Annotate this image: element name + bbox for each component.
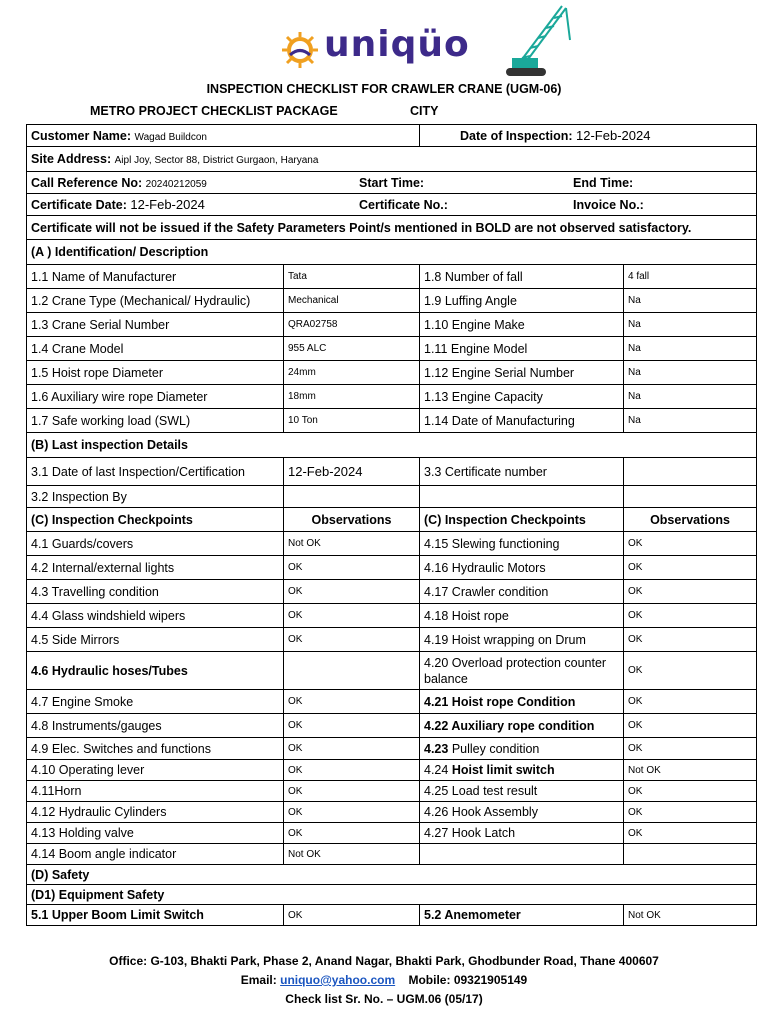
sun-logo-icon	[280, 28, 324, 72]
field-value: 12-Feb-2024	[284, 458, 420, 486]
checkpoint-label: 4.21 Hoist rope Condition	[420, 690, 624, 714]
checkpoint-label: 4.16 Hydraulic Motors	[420, 556, 624, 580]
observation-value: Not OK	[284, 844, 420, 865]
office-address: Office: G-103, Bhakti Park, Phase 2, Anand Nagar, Bhakti Park, Ghodbunder Road, Thane 400607	[109, 954, 659, 968]
site-row	[27, 147, 757, 172]
checkpoint-label: 4.14 Boom angle indicator	[27, 844, 284, 865]
city-label: CITY	[410, 104, 439, 118]
table-row	[27, 458, 757, 486]
field-label: 1.2 Crane Type (Mechanical/ Hydraulic)	[27, 289, 284, 313]
checkpoint-label: 4.6 Hydraulic hoses/Tubes	[27, 652, 284, 690]
table-row	[27, 690, 757, 714]
field-label: 1.6 Auxiliary wire rope Diameter	[27, 385, 284, 409]
field-value: Na	[624, 361, 757, 385]
call-row	[27, 172, 757, 194]
checkpoint-label: 5.1 Upper Boom Limit Switch	[27, 905, 284, 926]
checkpoint-label: 4.2 Internal/external lights	[27, 556, 284, 580]
email-label: Email:	[240, 973, 277, 987]
mobile-number: Mobile: 09321905149	[408, 973, 528, 987]
invoice-no-label: Invoice No.:	[573, 197, 644, 212]
field-value: Na	[624, 313, 757, 337]
table-row	[27, 714, 757, 738]
observation-value: OK	[624, 714, 757, 738]
package-subtitle: METRO PROJECT CHECKLIST PACKAGE	[90, 104, 338, 118]
observation-value: OK	[284, 802, 420, 823]
field-value: 4 fall	[624, 265, 757, 289]
field-label	[420, 486, 624, 508]
email-link[interactable]: uniquo@yahoo.com	[280, 973, 396, 987]
observation-value: OK	[624, 556, 757, 580]
checkpoint-label	[420, 738, 624, 760]
table-row	[27, 760, 757, 781]
cert-date-label: Certificate Date:	[31, 198, 127, 212]
field-label: 1.7 Safe working load (SWL)	[27, 409, 284, 433]
table-row	[27, 486, 757, 508]
checkpoint-label	[420, 844, 624, 865]
customer-label: Customer Name:	[31, 128, 132, 143]
field-value: Na	[624, 337, 757, 361]
inspection-table	[26, 124, 757, 926]
section-a-title: (A ) Identification/ Description	[27, 240, 757, 265]
checkpoint-label: 4.26 Hook Assembly	[420, 802, 624, 823]
table-row	[27, 580, 757, 604]
call-ref-value: 20240212059	[145, 178, 207, 190]
checkpoint-label: 4.5 Side Mirrors	[27, 628, 284, 652]
checkpoint-label: 4.20 Overload protection counter balance	[420, 652, 624, 690]
checkpoint-text: Hoist limit switch	[451, 763, 555, 777]
field-label: 3.2 Inspection By	[27, 486, 284, 508]
section-c-header	[27, 508, 757, 532]
table-row	[27, 289, 757, 313]
page-header	[0, 0, 768, 125]
table-row	[27, 409, 757, 433]
observation-value: OK	[284, 556, 420, 580]
checkpoint-label	[420, 760, 624, 781]
table-row	[27, 337, 757, 361]
observation-value: OK	[284, 905, 420, 926]
observation-value: Not OK	[284, 532, 420, 556]
brand-name: uniqüo	[324, 24, 470, 65]
checkpoint-label: 4.19 Hoist wrapping on Drum	[420, 628, 624, 652]
observation-value: OK	[624, 690, 757, 714]
table-row	[27, 385, 757, 409]
observations-header-right: Observations	[624, 508, 757, 532]
observation-value	[624, 844, 757, 865]
table-row	[27, 628, 757, 652]
section-b-header	[27, 433, 757, 458]
table-row	[27, 265, 757, 289]
checklist-serial: Check list Sr. No. – UGM.06 (05/17)	[285, 992, 483, 1006]
table-row	[27, 802, 757, 823]
observation-value: OK	[624, 802, 757, 823]
inspection-date-value: 12-Feb-2024	[576, 128, 651, 143]
customer-value: Wagad Buildcon	[134, 131, 207, 143]
observation-value: OK	[624, 580, 757, 604]
observation-value: OK	[284, 738, 420, 760]
table-row	[27, 905, 757, 926]
crawler-crane-icon	[500, 0, 580, 80]
checkpoint-label: 4.1 Guards/covers	[27, 532, 284, 556]
cert-date-value: 12-Feb-2024	[130, 197, 205, 212]
field-label: 3.3 Certificate number	[420, 458, 624, 486]
checkpoint-label: 4.17 Crawler condition	[420, 580, 624, 604]
field-value	[284, 486, 420, 508]
checkpoint-label: 4.13 Holding valve	[27, 823, 284, 844]
checkpoint-label: 4.15 Slewing functioning	[420, 532, 624, 556]
field-label: 1.14 Date of Manufacturing	[420, 409, 624, 433]
section-d-header	[27, 865, 757, 885]
field-value: 18mm	[284, 385, 420, 409]
table-row	[27, 652, 757, 690]
section-d1-header	[27, 885, 757, 905]
field-label: 1.13 Engine Capacity	[420, 385, 624, 409]
table-row	[27, 604, 757, 628]
checkpoint-text: Pulley condition	[448, 741, 540, 756]
observation-value: OK	[284, 781, 420, 802]
field-value: 10 Ton	[284, 409, 420, 433]
observation-value: OK	[624, 823, 757, 844]
page-title: INSPECTION CHECKLIST FOR CRAWLER CRANE (UGM-06)	[206, 82, 562, 96]
field-label: 1.1 Name of Manufacturer	[27, 265, 284, 289]
observation-value: OK	[284, 823, 420, 844]
field-value: Mechanical	[284, 289, 420, 313]
section-d1-title: (D1) Equipment Safety	[27, 885, 757, 905]
site-label: Site Address:	[31, 152, 112, 166]
checkpoint-label: 4.22 Auxiliary rope condition	[420, 714, 624, 738]
field-label: 1.10 Engine Make	[420, 313, 624, 337]
table-row	[27, 781, 757, 802]
observation-value: OK	[284, 580, 420, 604]
section-b-title: (B) Last inspection Details	[27, 433, 757, 458]
certificate-row	[27, 194, 757, 216]
observation-value: OK	[284, 628, 420, 652]
field-value: Na	[624, 289, 757, 313]
field-value	[624, 458, 757, 486]
observation-value: OK	[624, 781, 757, 802]
site-value: Aipl Joy, Sector 88, District Gurgaon, Haryana	[114, 155, 319, 166]
checkpoint-number: 4.23	[424, 741, 449, 756]
table-row	[27, 738, 757, 760]
field-label: 1.5 Hoist rope Diameter	[27, 361, 284, 385]
field-value: Na	[624, 385, 757, 409]
observation-value: Not OK	[624, 760, 757, 781]
observation-value: OK	[284, 690, 420, 714]
table-row	[27, 844, 757, 865]
section-c-title-left: (C) Inspection Checkpoints	[27, 508, 284, 532]
observation-value	[284, 652, 420, 690]
customer-row	[27, 125, 757, 147]
field-label: 1.9 Luffing Angle	[420, 289, 624, 313]
checkpoint-label: 4.9 Elec. Switches and functions	[27, 738, 284, 760]
checkpoint-number: 4.24	[424, 763, 452, 777]
section-d-title: (D) Safety	[27, 865, 757, 885]
field-value	[624, 486, 757, 508]
safety-notice: Certificate will not be issued if the Safety Parameters Point/s mentioned in BOLD are not observed satisfactory.	[27, 216, 757, 240]
observation-value: OK	[624, 628, 757, 652]
field-label: 1.11 Engine Model	[420, 337, 624, 361]
table-row	[27, 313, 757, 337]
section-c-title-right: (C) Inspection Checkpoints	[420, 508, 624, 532]
field-value: QRA02758	[284, 313, 420, 337]
field-label: 1.8 Number of fall	[420, 265, 624, 289]
inspection-date-label: Date of Inspection:	[460, 129, 573, 143]
table-row	[27, 823, 757, 844]
checkpoint-label: 4.27 Hook Latch	[420, 823, 624, 844]
company-logo	[280, 22, 470, 78]
field-label: 1.4 Crane Model	[27, 337, 284, 361]
section-a-header	[27, 240, 757, 265]
observation-value: OK	[624, 532, 757, 556]
checkpoint-label: 4.25 Load test result	[420, 781, 624, 802]
table-row	[27, 556, 757, 580]
observation-value: OK	[624, 604, 757, 628]
observation-value: Not OK	[624, 905, 757, 926]
cert-no-label: Certificate No.:	[359, 197, 448, 212]
checkpoint-label: 4.3 Travelling condition	[27, 580, 284, 604]
page-footer	[0, 952, 768, 1009]
checkpoint-label: 4.10 Operating lever	[27, 760, 284, 781]
field-value: 955 ALC	[284, 337, 420, 361]
field-value: Na	[624, 409, 757, 433]
call-ref-label: Call Reference No:	[31, 175, 143, 190]
field-label: 1.3 Crane Serial Number	[27, 313, 284, 337]
checkpoint-label: 4.11Horn	[27, 781, 284, 802]
checkpoint-label: 5.2 Anemometer	[420, 905, 624, 926]
table-row	[27, 532, 757, 556]
field-label: 1.12 Engine Serial Number	[420, 361, 624, 385]
observation-value: OK	[284, 604, 420, 628]
checkpoint-label: 4.12 Hydraulic Cylinders	[27, 802, 284, 823]
field-value: Tata	[284, 265, 420, 289]
observation-value: OK	[284, 760, 420, 781]
observation-value: OK	[624, 652, 757, 690]
checkpoint-label: 4.7 Engine Smoke	[27, 690, 284, 714]
checkpoint-label: 4.4 Glass windshield wipers	[27, 604, 284, 628]
start-time-label: Start Time:	[359, 175, 425, 190]
observation-value: OK	[624, 738, 757, 760]
checkpoint-label: 4.18 Hoist rope	[420, 604, 624, 628]
table-row	[27, 361, 757, 385]
checkpoint-label: 4.8 Instruments/gauges	[27, 714, 284, 738]
observation-value: OK	[284, 714, 420, 738]
field-label: 3.1 Date of last Inspection/Certification	[27, 458, 284, 486]
field-value: 24mm	[284, 361, 420, 385]
observations-header-left: Observations	[284, 508, 420, 532]
end-time-label: End Time:	[573, 175, 634, 190]
notice-row	[27, 216, 757, 240]
